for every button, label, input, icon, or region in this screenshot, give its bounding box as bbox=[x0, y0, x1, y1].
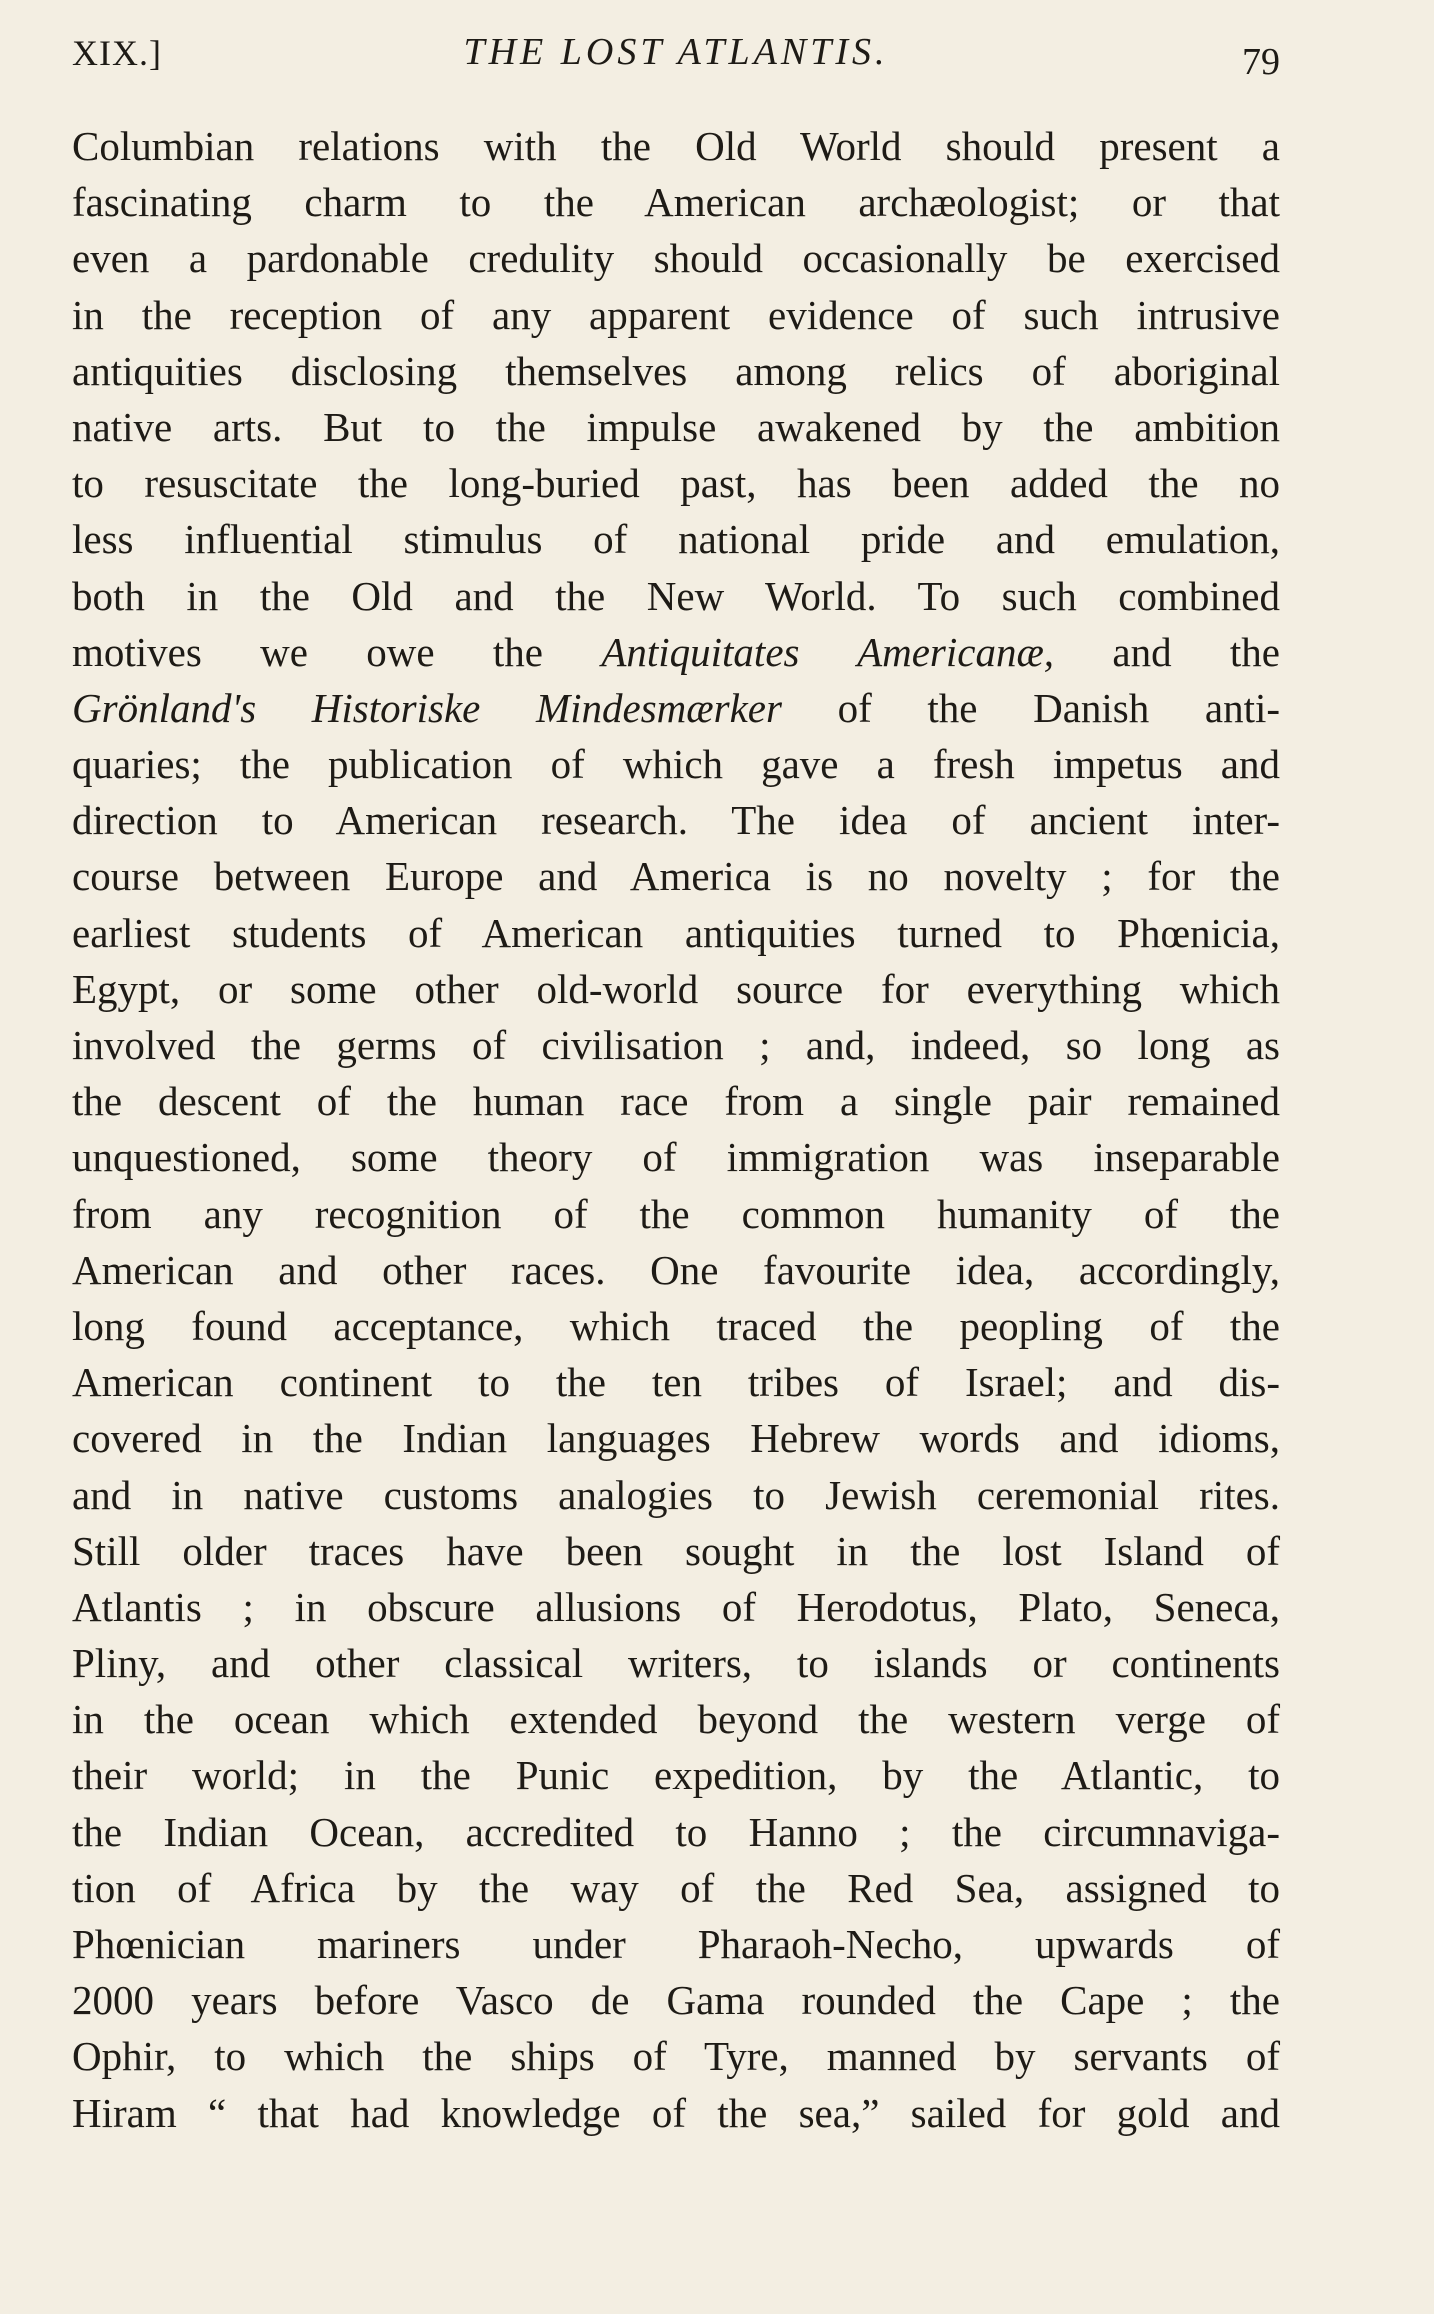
text-line: tion of Africa by the way of the Red Sea, assigned to bbox=[72, 1864, 1280, 1911]
running-head bbox=[72, 28, 1280, 88]
text-line: American continent to the ten tribes of Israel; and dis- bbox=[72, 1359, 1280, 1406]
text-line: Hiram “ that had knowledge of the sea,” sailed for gold and bbox=[72, 2089, 1280, 2136]
text-line: to resuscitate the long-buried past, has been added the no bbox=[72, 460, 1280, 507]
text-line: involved the germs of civilisation ; and, indeed, so long as bbox=[72, 1022, 1280, 1068]
text-line: direction to American research. The idea of ancient inter- bbox=[72, 797, 1280, 844]
text-line: course between Europe and America is no novelty ; for the bbox=[72, 853, 1280, 900]
text-line: motives we owe the Antiquitates Americanæ, and the bbox=[72, 628, 1280, 675]
text-line: Atlantis ; in obscure allusions of Herodotus, Plato, Seneca, bbox=[72, 1583, 1280, 1630]
text-line: in the reception of any apparent evidence of such intrusive bbox=[72, 291, 1280, 338]
text-line: the descent of the human race from a single pair remained bbox=[72, 1078, 1280, 1125]
text-line: Phœnician mariners under Pharaoh-Necho, upwards of bbox=[72, 1921, 1280, 1967]
text-line: antiquities disclosing themselves among relics of aboriginal bbox=[72, 347, 1280, 394]
text-line: in the ocean which extended beyond the western verge of bbox=[72, 1696, 1280, 1743]
text-line: the Indian Ocean, accredited to Hanno ; the circumnaviga- bbox=[72, 1808, 1280, 1855]
text-line: fascinating charm to the American archæologist; or that bbox=[72, 179, 1280, 226]
text-line: from any recognition of the common humanity of the bbox=[72, 1190, 1280, 1237]
text-line: Ophir, to which the ships of Tyre, manned by servants of bbox=[72, 2033, 1280, 2080]
italic-title: Antiquitates Americanæ, bbox=[601, 628, 1055, 675]
text-line: less influential stimulus of national pride and emulation, bbox=[72, 516, 1280, 563]
text-line: native arts. But to the impulse awakened by the ambition bbox=[72, 403, 1280, 450]
text-line: unquestioned, some theory of immigration was inseparable bbox=[72, 1134, 1280, 1181]
page-number: 79 bbox=[1242, 41, 1280, 83]
running-title: THE LOST ATLANTIS. bbox=[463, 31, 889, 73]
text-line: 2000 years before Vasco de Gama rounded the Cape ; the bbox=[72, 1977, 1280, 2024]
italic-title: Grönland's Historiske Mindesmærker bbox=[72, 684, 782, 731]
text-line: and in native customs analogies to Jewish ceremonial rites. bbox=[72, 1471, 1280, 1518]
text-line: Still older traces have been sought in the lost Island of bbox=[72, 1527, 1280, 1574]
text-line: earliest students of American antiquities turned to Phœnicia, bbox=[72, 909, 1280, 956]
text-line: Egypt, or some other old-world source for everything which bbox=[72, 965, 1280, 1012]
text-line: American and other races. One favourite idea, accordingly, bbox=[72, 1246, 1280, 1293]
text-line: long found acceptance, which traced the peopling of the bbox=[72, 1302, 1280, 1349]
text-line: Columbian relations with the Old World should present a bbox=[72, 123, 1280, 169]
text-line: their world; in the Punic expedition, by the Atlantic, to bbox=[72, 1752, 1280, 1799]
text-line: covered in the Indian languages Hebrew words and idioms, bbox=[72, 1415, 1280, 1462]
text-line: even a pardonable credulity should occasionally be exercised bbox=[72, 235, 1280, 282]
body-text bbox=[72, 118, 1280, 2141]
text-line: quaries; the publication of which gave a fresh impetus and bbox=[72, 741, 1280, 788]
text-line: Grönland's Historiske Mindesmærker of the Danish anti- bbox=[72, 684, 1281, 731]
text-line: Pliny, and other classical writers, to islands or continents bbox=[72, 1640, 1280, 1687]
chapter-number: XIX.] bbox=[72, 33, 162, 73]
text-line: both in the Old and the New World. To such combined bbox=[72, 572, 1280, 619]
